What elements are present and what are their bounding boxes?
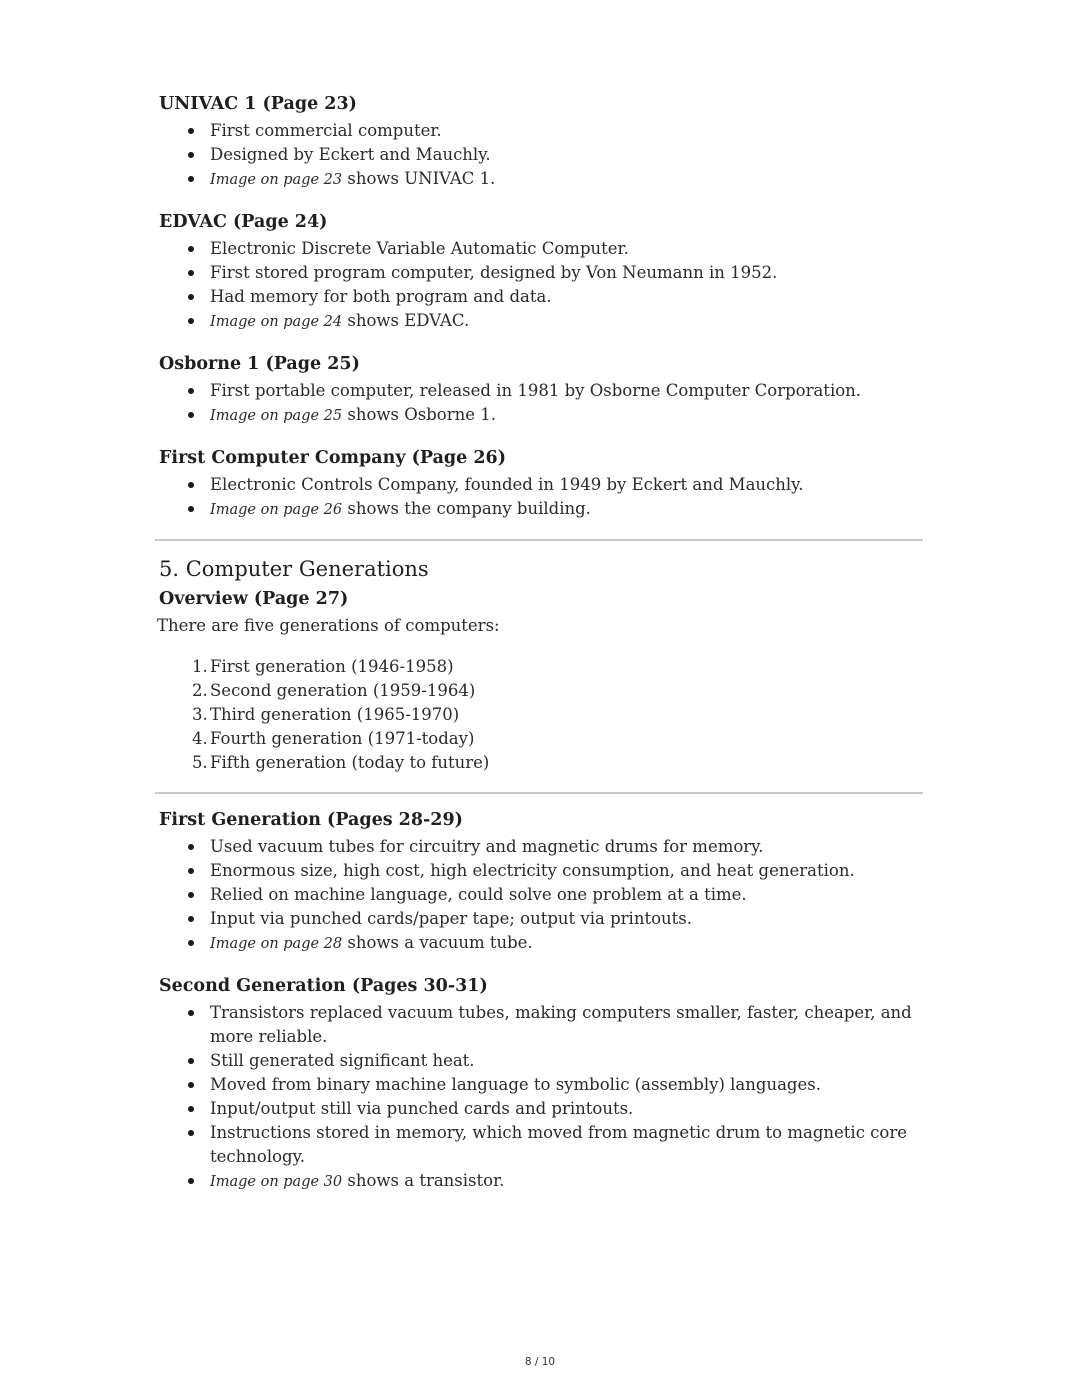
list-item-text: Second generation (1959-1964) (210, 681, 476, 700)
bullet-icon (188, 1058, 194, 1064)
bullet-icon (188, 152, 194, 158)
bullet-list (157, 119, 923, 192)
list-item-text: Had memory for both program and data. (210, 287, 552, 306)
generations-list (157, 655, 923, 775)
list-item-text: Transistors replaced vacuum tubes, making computers smaller, faster, cheaper, and more reliable. (210, 1003, 912, 1046)
list-item-text: Enormous size, high cost, high electricity consumption, and heat generation. (210, 861, 855, 880)
section-heading: UNIVAC 1 (Page 23) (159, 94, 357, 114)
list-number: 1. (192, 657, 208, 676)
image-note: Image on page 23 (210, 172, 343, 188)
list-item (157, 1169, 923, 1194)
list-item (157, 285, 923, 309)
bullet-list (157, 1001, 923, 1194)
list-item-text: Instructions stored in memory, which moved from magnetic drum to magnetic core technology. (210, 1123, 908, 1166)
bullet-icon (188, 128, 194, 134)
bullet-icon (188, 868, 194, 874)
bullet-icon (188, 1178, 194, 1184)
bullet-icon (188, 318, 194, 324)
section-edvac (157, 210, 923, 334)
list-item-text: Third generation (1965-1970) (210, 705, 460, 724)
list-item (157, 143, 923, 167)
list-item-text: Designed by Eckert and Mauchly. (210, 145, 491, 164)
list-item (157, 1049, 923, 1073)
list-item-text: First generation (1946-1958) (210, 657, 454, 676)
image-note: Image on page 24 (210, 314, 343, 330)
section-osborne (157, 352, 923, 428)
list-item-text: Used vacuum tubes for circuitry and magnetic drums for memory. (210, 837, 764, 856)
bullet-icon (188, 412, 194, 418)
list-number: 4. (192, 729, 208, 748)
list-item (157, 261, 923, 285)
list-item-text: First stored program computer, designed by Von Neumann in 1952. (210, 263, 778, 282)
bullet-icon (188, 176, 194, 182)
list-item-text: shows a vacuum tube. (342, 933, 533, 952)
list-item (157, 679, 923, 703)
list-number: 3. (192, 705, 208, 724)
bullet-list (157, 379, 923, 428)
list-item-text: Input/output still via punched cards and printouts. (210, 1099, 634, 1118)
bullet-list (157, 237, 923, 334)
bullet-icon (188, 1130, 194, 1136)
list-item (157, 703, 923, 727)
list-item-text: Fourth generation (1971-today) (210, 729, 475, 748)
list-item (157, 1097, 923, 1121)
list-item-text: shows Osborne 1. (342, 405, 496, 424)
list-item (157, 403, 923, 428)
list-item (157, 379, 923, 403)
list-item-text: Fifth generation (today to future) (210, 753, 490, 772)
bullet-icon (188, 1082, 194, 1088)
bullet-icon (188, 844, 194, 850)
section-univac (157, 92, 923, 192)
list-item-text: Electronic Controls Company, founded in 1949 by Eckert and Mauchly. (210, 475, 804, 494)
list-item (157, 1001, 923, 1049)
page-content (157, 92, 923, 1194)
list-item (157, 883, 923, 907)
bullet-icon (188, 916, 194, 922)
section-heading: First Computer Company (Page 26) (159, 448, 507, 468)
section-computer-generations (157, 555, 923, 775)
list-item-text: Still generated significant heat. (210, 1051, 475, 1070)
list-item (157, 1073, 923, 1097)
image-note: Image on page 30 (210, 1174, 343, 1190)
list-item (157, 119, 923, 143)
bullet-icon (188, 892, 194, 898)
list-item (157, 859, 923, 883)
bullet-icon (188, 1010, 194, 1016)
bullet-icon (188, 506, 194, 512)
list-item-text: First commercial computer. (210, 121, 442, 140)
section-title: 5. Computer Generations (159, 557, 429, 581)
list-number: 5. (192, 753, 208, 772)
bullet-icon (188, 482, 194, 488)
list-item (157, 167, 923, 192)
list-item (157, 237, 923, 261)
list-item-text: shows EDVAC. (342, 311, 470, 330)
section-heading: First Generation (Pages 28-29) (159, 810, 463, 830)
bullet-icon (188, 294, 194, 300)
bullet-icon (188, 246, 194, 252)
bullet-icon (188, 940, 194, 946)
image-note: Image on page 26 (210, 502, 343, 518)
list-item-text: shows UNIVAC 1. (342, 169, 496, 188)
list-item-text: Moved from binary machine language to symbolic (assembly) languages. (210, 1075, 821, 1094)
list-item-text: Electronic Discrete Variable Automatic Computer. (210, 239, 629, 258)
list-item (157, 497, 923, 522)
section-heading: Second Generation (Pages 30-31) (159, 976, 488, 996)
list-item (157, 309, 923, 334)
list-item-text: Relied on machine language, could solve one problem at a time. (210, 885, 747, 904)
section-first-generation (157, 808, 923, 956)
bullet-icon (188, 270, 194, 276)
image-note: Image on page 28 (210, 936, 343, 952)
list-item (157, 473, 923, 497)
list-item-text: First portable computer, released in 1981 by Osborne Computer Corporation. (210, 381, 862, 400)
section-heading: Osborne 1 (Page 25) (159, 354, 360, 374)
list-item-text: Input via punched cards/paper tape; output via printouts. (210, 909, 692, 928)
section-second-generation (157, 974, 923, 1194)
section-first-company (157, 446, 923, 522)
list-item (157, 655, 923, 679)
list-item-text: shows a transistor. (342, 1171, 505, 1190)
page-number: 8 / 10 (524, 1356, 556, 1368)
overview-text: There are five generations of computers: (157, 616, 500, 635)
list-item (157, 751, 923, 775)
list-item (157, 835, 923, 859)
image-note: Image on page 25 (210, 408, 343, 424)
list-item (157, 931, 923, 956)
section-heading: EDVAC (Page 24) (159, 212, 328, 232)
list-item (157, 727, 923, 751)
list-item-text: shows the company building. (342, 499, 591, 518)
list-item (157, 1121, 923, 1169)
bullet-icon (188, 388, 194, 394)
bullet-list (157, 835, 923, 956)
bullet-icon (188, 1106, 194, 1112)
bullet-list (157, 473, 923, 522)
list-number: 2. (192, 681, 208, 700)
subsection-heading: Overview (Page 27) (159, 589, 349, 609)
list-item (157, 907, 923, 931)
